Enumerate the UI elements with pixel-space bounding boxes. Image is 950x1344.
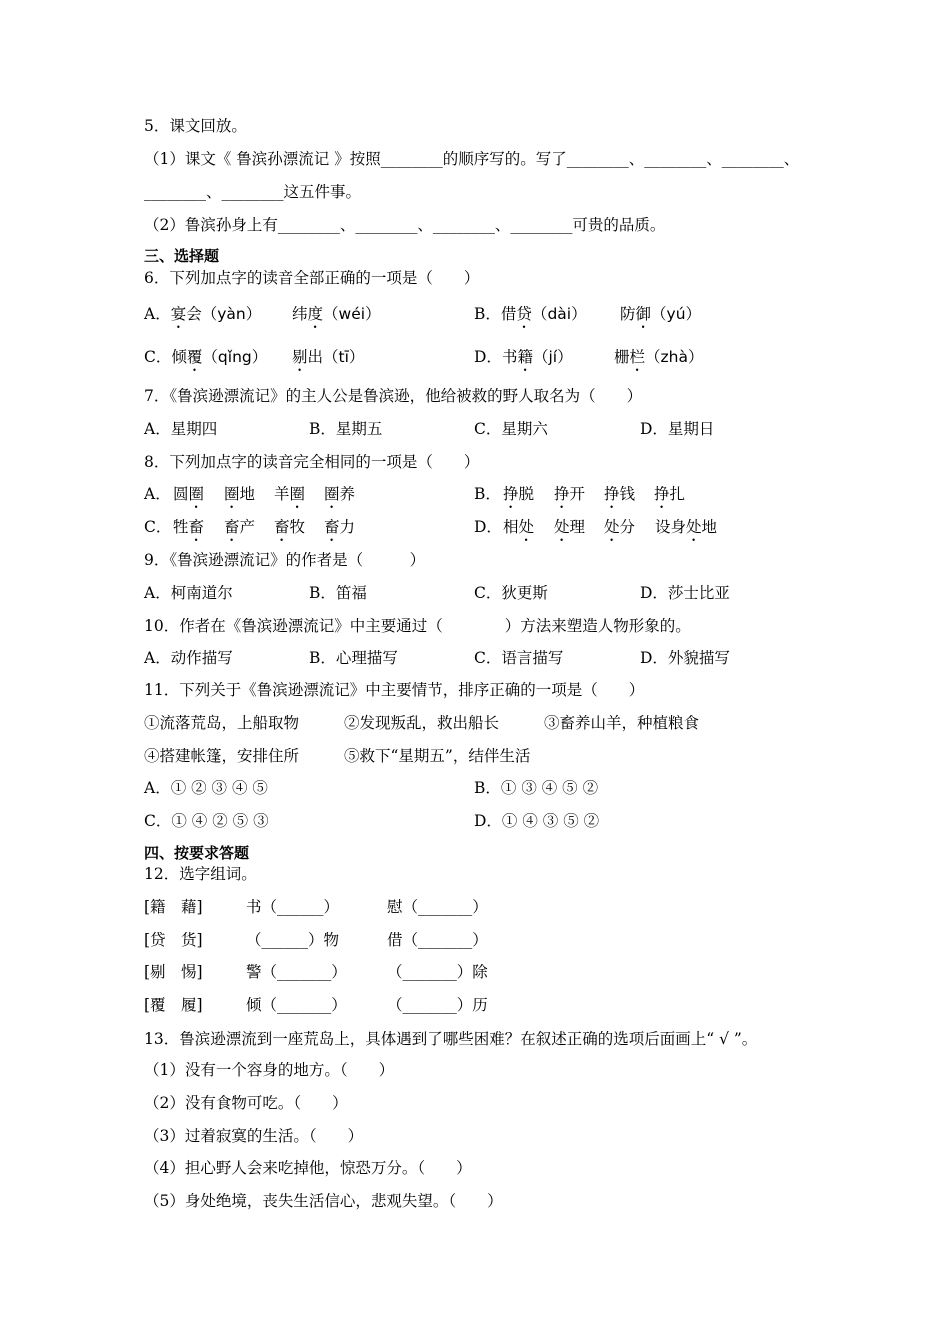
q12-pair: [覆 履] <box>144 996 203 1014</box>
pinyin: dài <box>547 305 572 323</box>
q8-option-b-word: 挣脱 <box>503 485 535 503</box>
section-4-heading: 四、按要求答题 <box>144 844 250 862</box>
dotted-char: 圈 <box>289 485 306 503</box>
section-3-heading: 三、选择题 <box>144 247 220 265</box>
pinyin: tī <box>338 348 349 366</box>
q12-pair: [剔 惕] <box>144 963 203 981</box>
q12-blank-left[interactable]: 书（______） <box>246 898 340 916</box>
q13-item: （4）担心野人会来吃掉他，惊恐万分。（ ） <box>144 1159 472 1177</box>
q6-option-b-word2: 防御（yú） <box>620 305 702 323</box>
q13-title: 13．鲁滨逊漂流到一座荒岛上，具体遇到了哪些困难？在叙述正确的选项后面画上“ √ ”。 <box>144 1030 758 1048</box>
pinyin: yú <box>666 305 686 323</box>
dotted-char: 处 <box>518 518 535 536</box>
q11-event-4: ④搭建帐篷，安排住所 <box>144 747 300 765</box>
q8-option-c-word: 畜牧 <box>274 518 306 536</box>
q11-event-5: ⑤救下“星期五”，结伴生活 <box>344 747 531 765</box>
q11-event-2: ②发现叛乱，救出船长 <box>344 714 500 732</box>
pinyin: wéi <box>338 305 366 323</box>
q12-blank-right[interactable]: 借（_______） <box>387 931 488 949</box>
q9-option-a: A．柯南道尔 <box>144 584 233 602</box>
pinyin: zhà <box>660 348 689 366</box>
dotted-char: 挣 <box>503 485 519 503</box>
q8-option-b-word: 挣扎 <box>654 485 686 503</box>
q11-event-3: ③畜养山羊，种植粮食 <box>544 714 700 732</box>
dotted-char: 覆 <box>186 348 203 366</box>
dotted-char: 挣 <box>604 485 620 503</box>
dotted-char: 挣 <box>554 485 570 503</box>
q8-option-b-label: B． <box>474 485 501 503</box>
q7-title: 7．《鲁滨逊漂流记》的主人公是鲁滨逊，他给被救的野人取名为（ ） <box>144 387 643 405</box>
option-label: D． <box>474 348 502 366</box>
q8-option-c-word: 畜力 <box>324 518 356 536</box>
dotted-char: 度 <box>307 305 324 323</box>
q11-option-b: B．① ③ ④ ⑤ ② <box>474 779 599 797</box>
q12-title: 12．选字组词。 <box>144 865 257 883</box>
q8-title: 8．下列加点字的读音完全相同的一项是（ ） <box>144 453 480 471</box>
q8-option-a-label: A． <box>144 485 171 503</box>
q9-option-d: D．莎士比亚 <box>640 584 730 602</box>
q9-option-b: B．笛福 <box>309 584 367 602</box>
q10-option-d: D．外貌描写 <box>640 649 730 667</box>
dotted-char: 处 <box>604 518 620 536</box>
q8-option-d-word: 设身处地 <box>655 518 718 536</box>
q10-option-c: C．语言描写 <box>474 649 564 667</box>
q13-item: （2）没有食物可吃。（ ） <box>144 1094 348 1112</box>
q13-item: （3）过着寂寞的生活。（ ） <box>144 1127 364 1145</box>
q12-blank-left[interactable]: 警（_______） <box>246 963 347 981</box>
dotted-char: 畜 <box>274 518 290 536</box>
q11-event-1: ①流落荒岛，上船取物 <box>144 714 300 732</box>
q8-option-c-word: 畜产 <box>224 518 256 536</box>
q8-option-a-word: 圈养 <box>324 485 356 503</box>
dotted-char: 宴 <box>170 305 187 323</box>
dotted-char: 畜 <box>188 518 205 536</box>
dotted-char: 处 <box>686 518 702 536</box>
q6-option-d-word2: 栅栏（zhà） <box>614 348 704 366</box>
pinyin: jí <box>548 348 558 366</box>
q8-option-b-word: 挣钱 <box>604 485 636 503</box>
q6-option-a-word2: 纬度（wéi） <box>292 305 381 323</box>
q8-option-d-label: D． <box>474 518 502 536</box>
dotted-char: 处 <box>554 518 570 536</box>
q5-part1-line1: （1）课文《 鲁滨孙漂流记 》按照________的顺序写的。写了________、________、________、 <box>144 150 800 168</box>
dotted-char: 剔 <box>292 348 308 366</box>
q12-blank-right[interactable]: （_______）历 <box>387 996 488 1014</box>
pinyin: qǐng <box>217 348 252 366</box>
q8-option-a-word: 圆圈 <box>173 485 205 503</box>
q12-blank-right[interactable]: （_______）除 <box>387 963 488 981</box>
q11-title: 11．下列关于《鲁滨逊漂流记》中主要情节，排序正确的一项是（ ） <box>144 681 645 699</box>
dotted-char: 圈 <box>324 485 340 503</box>
q6-option-c: C．倾覆（qǐng） <box>144 348 268 366</box>
dotted-char: 畜 <box>224 518 240 536</box>
q8-option-b-word: 挣开 <box>554 485 586 503</box>
q7-option-c: C．星期六 <box>474 420 548 438</box>
q9-option-c: C．狄更斯 <box>474 584 548 602</box>
q7-option-a: A．星期四 <box>144 420 218 438</box>
q5-part1-line2: ________、________这五件事。 <box>144 183 362 201</box>
dotted-char: 畜 <box>324 518 340 536</box>
option-label: C． <box>144 348 172 366</box>
q6-option-c-word2: 剔出（tī） <box>292 348 365 366</box>
q6-option-d: D．书籍（jí） <box>474 348 573 366</box>
q6-option-a: A．宴会（yàn） <box>144 305 262 323</box>
q8-option-a-word: 羊圈 <box>274 485 306 503</box>
dotted-char: 挣 <box>654 485 670 503</box>
q8-option-d-word: 处理 <box>554 518 586 536</box>
q13-item: （1）没有一个容身的地方。（ ） <box>144 1061 395 1079</box>
q10-option-a: A．动作描写 <box>144 649 233 667</box>
q12-blank-left[interactable]: （______）物 <box>246 931 340 949</box>
option-label: B． <box>474 305 501 323</box>
q6-title: 6．下列加点字的读音全部正确的一项是（ ） <box>144 269 480 287</box>
q12-pair: [贷 货] <box>144 931 203 949</box>
q10-option-b: B．心理描写 <box>309 649 398 667</box>
q7-option-b: B．星期五 <box>309 420 383 438</box>
q10-title: 10．作者在《鲁滨逊漂流记》中主要通过（ ）方法来塑造人物形象的。 <box>144 617 691 635</box>
q11-option-c: C．① ④ ② ⑤ ③ <box>144 812 269 830</box>
dotted-char: 籍 <box>517 348 533 366</box>
q6-option-b: B．借贷（dài） <box>474 305 587 323</box>
q8-option-a-word: 圈地 <box>224 485 256 503</box>
option-label: A． <box>144 305 171 323</box>
dotted-char: 栏 <box>629 348 646 366</box>
q8-option-c-label: C． <box>144 518 172 536</box>
q9-title: 9．《鲁滨逊漂流记》的作者是（ ） <box>144 551 426 569</box>
q11-option-d: D．① ④ ③ ⑤ ② <box>474 812 600 830</box>
q5-part2: （2）鲁滨孙身上有________、________、________、________可贵的品质。 <box>144 216 666 234</box>
q8-option-d-word: 相处 <box>503 518 535 536</box>
q5-title: 5．课文回放。 <box>144 117 247 135</box>
q12-blank-right[interactable]: 慰（_______） <box>387 898 488 916</box>
dotted-char: 御 <box>635 305 652 323</box>
dotted-char: 贷 <box>516 305 532 323</box>
q12-blank-left[interactable]: 倾（_______） <box>246 996 347 1014</box>
q7-option-d: D．星期日 <box>640 420 715 438</box>
q8-option-d-word: 处分 <box>604 518 636 536</box>
q11-option-a: A．① ② ③ ④ ⑤ <box>144 779 268 797</box>
pinyin: yàn <box>217 305 246 323</box>
dotted-char: 圈 <box>224 485 240 503</box>
dotted-char: 圈 <box>188 485 205 503</box>
q8-option-c-word: 牲畜 <box>173 518 205 536</box>
q13-item: （5）身处绝境，丧失生活信心，悲观失望。（ ） <box>144 1192 503 1210</box>
q12-pair: [籍 藉] <box>144 898 203 916</box>
